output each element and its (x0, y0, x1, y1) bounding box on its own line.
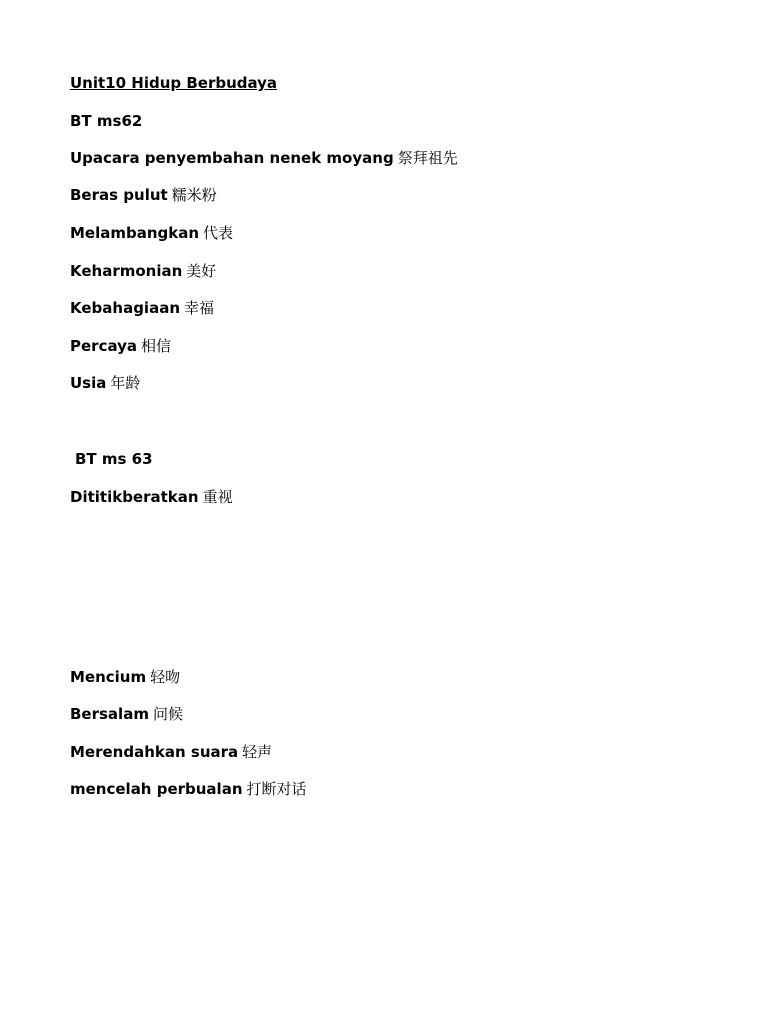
section-heading-ms62: BT ms62 (70, 112, 143, 130)
section-heading-ms63: BT ms 63 (75, 450, 153, 468)
malay-term: Melambangkan (70, 224, 200, 242)
vocab-entry (70, 742, 272, 762)
chinese-translation: 祭拜祖先 (397, 149, 458, 167)
vocab-entry (70, 336, 171, 356)
chinese-translation: 相信 (141, 337, 172, 355)
vocab-entry (70, 779, 307, 799)
vocab-entry (70, 148, 458, 168)
malay-term: Mencium (70, 668, 147, 686)
malay-term: Usia (70, 374, 107, 392)
unit-title: Unit10 Hidup Berbudaya (70, 74, 278, 92)
chinese-translation: 打断对话 (246, 780, 307, 798)
vocab-entry (70, 667, 180, 687)
malay-term: Beras pulut (70, 186, 168, 204)
chinese-translation: 糯米粉 (171, 186, 217, 204)
vocab-entry (70, 223, 233, 243)
malay-term: Upacara penyembahan nenek moyang (70, 149, 394, 167)
chinese-translation: 轻声 (242, 743, 273, 761)
chinese-translation: 轻吻 (150, 668, 181, 686)
chinese-translation: 代表 (203, 224, 234, 242)
malay-term: Kebahagiaan (70, 299, 180, 317)
vocab-entry (70, 298, 214, 318)
malay-term: Dititikberatkan (70, 488, 199, 506)
chinese-translation: 问候 (152, 705, 183, 723)
vocab-entry (70, 373, 140, 393)
malay-term: Percaya (70, 337, 138, 355)
vocab-entry (70, 185, 217, 205)
vocab-entry (70, 261, 216, 281)
malay-term: mencelah perbualan (70, 780, 243, 798)
malay-term: Bersalam (70, 705, 149, 723)
chinese-translation: 年龄 (110, 374, 141, 392)
chinese-translation: 重视 (202, 488, 233, 506)
chinese-translation: 美好 (186, 262, 217, 280)
vocab-entry (70, 487, 233, 507)
chinese-translation: 幸福 (184, 299, 215, 317)
vocab-entry (70, 704, 183, 724)
malay-term: Merendahkan suara (70, 743, 239, 761)
malay-term: Keharmonian (70, 262, 183, 280)
